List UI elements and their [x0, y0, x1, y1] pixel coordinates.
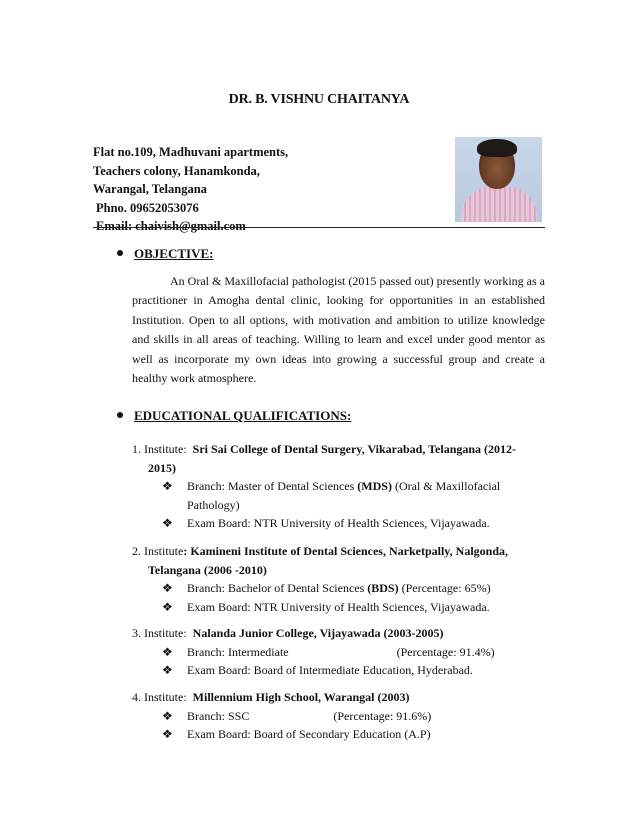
photo-hair: [477, 139, 517, 157]
objective-heading: OBJECTIVE:: [117, 246, 213, 262]
address-line-2: Teachers colony, Hanamkonda,: [93, 163, 260, 178]
email-address: Email: chaivish@gmail.com: [96, 219, 246, 234]
sub-bullet-icon: ❖: [162, 599, 173, 614]
education-entry-1: 1. Institute: Sri Sai College of Dental Surgery, Vikarabad, Telangana (2012- 2015) ❖ Branch: Master of Dental Sciences (MDS) (Oral & Maxillofacial Pathology) ❖ Exam Board: NTR University of Health Sciences, Vijayawada.: [132, 440, 552, 533]
branch-line: ❖ Branch: Master of Dental Sciences (MDS) (Oral & Maxillofacial Pathology): [162, 479, 501, 512]
phone-number: Phno. 09652053076: [96, 200, 199, 215]
profile-photo: [455, 137, 542, 222]
sub-bullet-icon: ❖: [162, 479, 173, 494]
objective-text: An Oral & Maxillofacial pathologist (2015 passed out) presently working as a practitioner in Amogha dental clinic, looking for opportunities in an established Institution. Open to all options, with motivation and ambition to utilize knowledge and skills in all areas of teaching. Willing to learn and excel under good mentor as well as incorporate my own ideas into growing a successful group and create a healthy work atmosphere.: [132, 274, 545, 386]
education-entry-4: 4. Institute: Millennium High School, Warangal (2003) ❖ Branch: SSC (Percentage: 91.6%) ❖ Exam Board: Board of Secondary Education (A.P): [132, 688, 552, 744]
exam-board-line: ❖ Exam Board: NTR University of Health Sciences, Vijayawada.: [132, 514, 552, 533]
sub-bullet-icon: ❖: [162, 727, 173, 742]
sub-bullet-icon: ❖: [162, 516, 173, 531]
sub-bullet-icon: ❖: [162, 663, 173, 678]
contact-block: [93, 143, 288, 236]
candidate-name: DR. B. VISHNU CHAITANYA: [228, 92, 410, 107]
sub-bullet-icon: ❖: [162, 581, 173, 596]
education-entry-2: 2. Institute: Kamineni Institute of Dental Sciences, Narketpally, Nalgonda, Telangana (2006 -2010) ❖ Branch: Bachelor of Dental Sciences (BDS) (Percentage: 65%) ❖ Exam Board: NTR University of Health Sciences, Vijayawada.: [132, 542, 552, 616]
exam-board-line: ❖ Exam Board: Board of Secondary Education (A.P): [132, 725, 552, 744]
address-line-3: Warangal, Telangana: [93, 182, 207, 197]
bullet-icon: [117, 250, 123, 256]
header-divider: [93, 227, 545, 228]
sub-bullet-icon: ❖: [162, 708, 173, 723]
education-entry-3: 3. Institute: Nalanda Junior College, Vijayawada (2003-2005) ❖ Branch: Intermediate (Percentage: 91.4%) ❖ Exam Board: Board of Intermediate Education, Hyderabad.: [132, 624, 552, 680]
sub-bullet-icon: ❖: [162, 644, 173, 659]
address-line-1: Flat no.109, Madhuvani apartments,: [93, 145, 289, 159]
photo-shirt: [461, 187, 537, 222]
bullet-icon: [117, 412, 123, 418]
branch-line: ❖ Branch: Intermediate (Percentage: 91.4%): [132, 643, 552, 662]
exam-board-line: ❖ Exam Board: NTR University of Health Sciences, Vijayawada.: [132, 598, 552, 617]
branch-line: ❖ Branch: SSC (Percentage: 91.6%): [132, 707, 552, 726]
branch-line: ❖ Branch: Bachelor of Dental Sciences (BDS) (Percentage: 65%): [132, 579, 552, 598]
education-heading: EDUCATIONAL QUALIFICATIONS:: [117, 408, 351, 424]
exam-board-line: ❖ Exam Board: Board of Intermediate Education, Hyderabad.: [132, 661, 552, 680]
